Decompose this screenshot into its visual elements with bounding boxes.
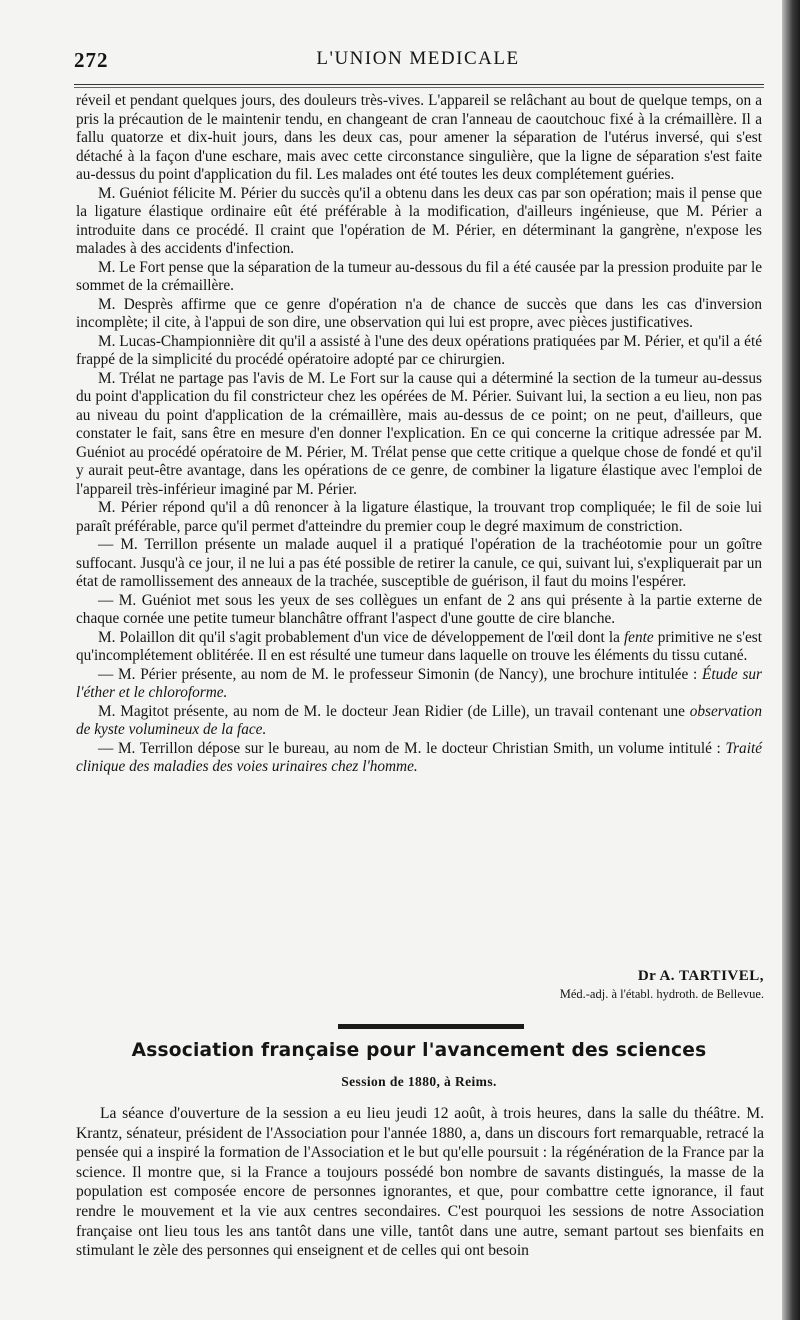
- paragraph: réveil et pendant quelques jours, des douleurs très-vives. L'appareil se relâchant au bout de quelque temps, on a pris la précaution de le maintenir tendu, en changeant de cran l'anneau de caoutchouc fixé à la crémaillère. Il a fallu quatorze et dix-huit jours, dans les deux cas, pour amener la séparation de l'utérus inversé, qui s'est détaché à la façon d'une eschare, mais avec cette circonstance singulière, que la ligne de séparation s'est faite au-dessus du point d'application du fil. Les malades ont été toutes les deux complétement guéries.: [76, 92, 762, 183]
- paragraph: M. Desprès affirme que ce genre d'opération n'a de chance de succès que dans les cas d'inversion incomplète; il cite, à l'appui de son dire, une observation qui lui est propre, avec pièces justificatives.: [76, 295, 762, 331]
- running-title: L'UNION MEDICALE: [316, 48, 520, 69]
- section-title: Association française pour l'avancement des sciences: [131, 1040, 707, 1061]
- section-body: [76, 1104, 764, 1261]
- header-rule: [74, 84, 764, 88]
- signature-title: Méd.-adj. à l'établ. hydroth. de Bellevue.: [559, 987, 764, 1001]
- paragraph: [76, 629, 762, 666]
- paragraph: M. Périer répond qu'il a dû renoncer à la ligature élastique, la trouvant trop compliquée; le fil de soie lui paraît préférable, parce qu'il permet d'atteindre du premier coup le degré maximum de constriction.: [76, 499, 762, 535]
- italic-term: fente: [623, 628, 654, 646]
- page-edge-shadow: [782, 0, 800, 1320]
- paragraph-text: primitive ne s'est qu'incomplétement oblitérée. Il en est résulté une tumeur dans laquelle on trouve les éléments du tissu cutané.: [76, 628, 763, 664]
- paragraph-text: M. Magitot présente, au nom de M. le docteur Jean Ridier (de Lille), un travail contenant une: [98, 702, 685, 720]
- paragraph: [76, 703, 762, 740]
- page-number: 272: [74, 48, 109, 72]
- paragraph: M. Lucas-Championnière dit qu'il a assisté à l'une des deux opérations pratiquées par M. Périer, et qu'il a été frappé de la simplicité du procédé opératoire adopté par ce chirurgien.: [76, 332, 762, 368]
- paragraph-text: — M. Terrillon dépose sur le bureau, au nom de M. le docteur Christian Smith, un volume intitulé :: [98, 739, 721, 757]
- paragraph: [76, 666, 762, 703]
- italic-title: Traité clinique des maladies des voies urinaires chez l'homme.: [76, 739, 762, 775]
- body-text: [76, 92, 762, 777]
- paragraph: La séance d'ouverture de la session a eu lieu jeudi 12 août, à trois heures, dans la salle du théâtre. M. Krantz, sénateur, président de l'Association pour l'année 1880, a, dans un discours fort remarquable, retracé la pensée qui a inspiré la formation de l'Association et le but qu'elle poursuit : la régénération de la France par la science. Il montre que, si la France a toujours possédé bon nombre de savants distingués, la masse de la population est composée encore de personnes ignorantes, et que, pour combattre cette ignorance, il faut rendre le mouvement et la vie aux centres secondaires. C'est pourquoi les sessions de notre Association française ont lieu tous les ans tantôt dans une ville, tantôt dans une autre, semant partout ses bienfaits en stimulant le zèle des personnes qui enseignent et de celles qui ont besoin: [76, 1105, 764, 1260]
- section-separator: [338, 1024, 524, 1029]
- signature-block: [430, 966, 764, 1002]
- italic-title: Étude sur l'éther et le chloroforme.: [76, 665, 762, 701]
- paragraph: [76, 740, 762, 777]
- paragraph-text: — M. Périer présente, au nom de M. le professeur Simonin (de Nancy), une brochure intitulée :: [98, 665, 698, 683]
- paragraph: M. Le Fort pense que la séparation de la tumeur au-dessous du fil a été causée par la pression produite par le sommet de la crémaillère.: [76, 258, 762, 294]
- italic-title: observation de kyste volumineux de la face.: [76, 702, 762, 738]
- paragraph-text: M. Polaillon dit qu'il s'agit probablement d'un vice de développement de l'œil dont la: [98, 628, 620, 646]
- signature-name: Dr A. TARTIVEL,: [637, 968, 764, 984]
- paragraph: M. Guéniot félicite M. Périer du succès qu'il a obtenu dans les deux cas par son opération; mais il pense que la ligature élastique ordinaire eût été préférable à la modification, d'ailleurs ingénieuse, que M. Périer a introduite dans ce procédé. Il craint que l'opération de M. Périer, en déterminant la gangrène, n'expose les malades à des accidents d'infection.: [76, 184, 762, 257]
- section-subtitle: Session de 1880, à Reims.: [341, 1074, 497, 1089]
- paragraph: M. Trélat ne partage pas l'avis de M. Le Fort sur la cause qui a déterminé la section de la tumeur au-dessus du point d'application du fil constricteur chez les opérées de M. Périer. Suivant lui, la section a eu lieu, non pas au niveau du point d'application de la crémaillère, mais au-dessus de ce point; on ne peut, d'ailleurs, que constater le fait, sans être en mesure d'en donner l'explication. En ce qui concerne la critique adressée par M. Guéniot au procédé opératoire de M. Périer, M. Trélat pense que cette critique a quelque chose de fondé et qu'il y aurait peut-être avantage, dans les opérations de ce genre, de combiner la ligature élastique avec l'emploi de l'appareil très-inférieur imaginé par M. Périer.: [76, 369, 762, 498]
- paragraph: — M. Terrillon présente un malade auquel il a pratiqué l'opération de la trachéotomie pour un goître suffocant. Jusqu'à ce jour, il ne lui a pas été possible de retirer la canule, ce qui, suivant lui, s'expliquerait par un état de ramollissement des anneaux de la trachée, susceptible de guérison, il faut du moins l'espérer.: [76, 536, 762, 590]
- paragraph: — M. Guéniot met sous les yeux de ses collègues un enfant de 2 ans qui présente à la partie externe de chaque cornée une petite tumeur blanchâtre offrant l'aspect d'une goutte de cire blanche.: [76, 591, 762, 627]
- page-header: [74, 48, 762, 76]
